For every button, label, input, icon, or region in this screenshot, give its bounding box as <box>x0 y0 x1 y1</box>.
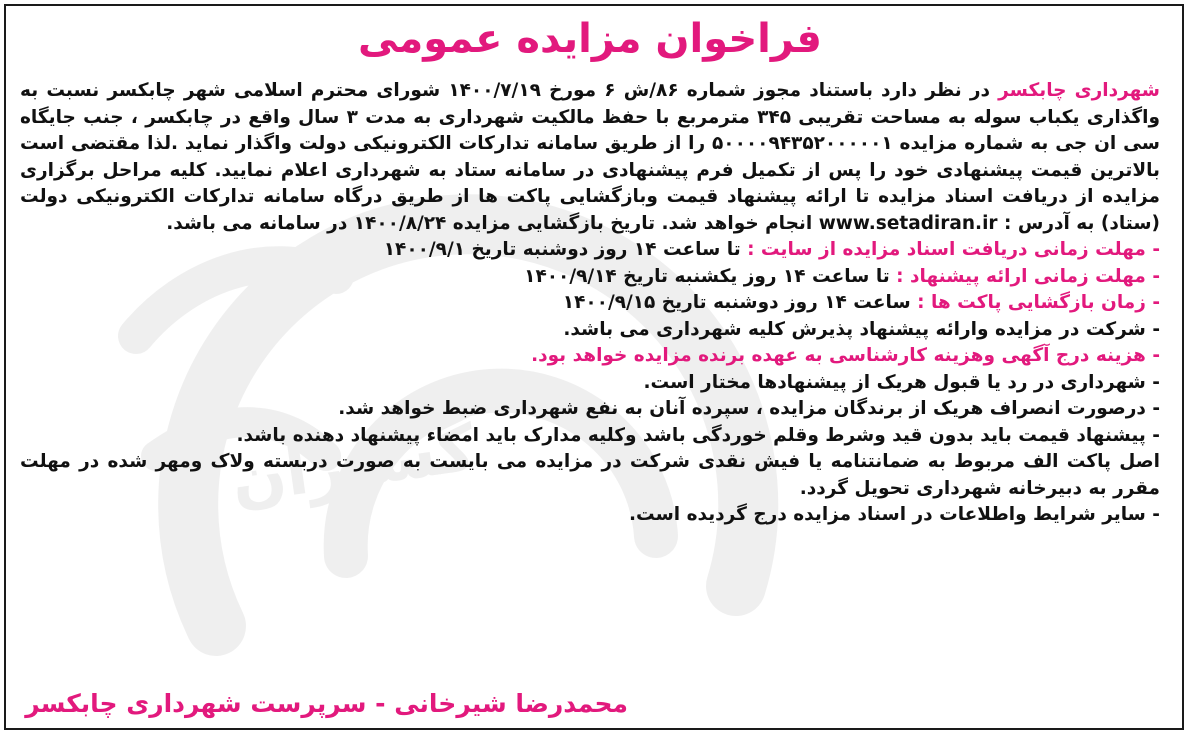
intro-paragraph <box>20 78 1160 237</box>
deadline-label: - مهلت زمانی دریافت اسناد مزایده از سایت : <box>747 239 1160 260</box>
other-terms-note: - سایر شرایط واطلاعات در اسناد مزایده درج گردیده است. <box>629 504 1160 525</box>
intro-text: در نظر دارد باستناد مجوز شماره ۸۶/ش ۶ مورخ ۱۴۰۰/۷/۱۹ شورای محترم اسلامی شهر چابکسر نسبت به واگذاری یکباب سوله به مساحت تقریبی ۳۴۵ مترمربع با حفظ مالکیت شهرداری به مدت ۳ سال واقع در چابکسر ، جنب جایگاه سی ان جی به شماره مزایده ۵۰۰۰۰۹۴۳۵۲۰۰۰۰۰۱ را از طریق سامانه تدارکات الکترونیکی دولت واگذار نماید .لذا مقتضی است بالاترین قیمت پیشنهادی خود را پس از تکمیل فرم پیشنهادی در سامانه ستاد به شهرداری اعلام نمایید. کلیه مراحل برگزاری مزایده از دریافت اسناد مزایده تا ارائه پیشنهاد قیمت وبازگشایی پاکت ها از طریق درگاه سامانه تدارکات الکترونیکی دولت (ستاد) به آدرس : <box>20 80 1161 234</box>
deadline-opening <box>20 290 1160 317</box>
condition-item: - درصورت انصراف هریک از برندگان مزایده ، سپرده آنان به نفع شهرداری ضبط خواهد شد. <box>338 398 1160 419</box>
deadline-value: تا ساعت ۱۴ روز یکشنبه تاریخ ۱۴۰۰/۹/۱۴ <box>524 265 890 287</box>
deadline-label: - مهلت زمانی ارائه پیشنهاد : <box>896 265 1160 287</box>
signature-line: محمدرضا شیرخانی - سرپرست شهرداری چابکسر <box>25 689 628 718</box>
ad-cost-note: - هزینه درج آگهی وهزینه کارشناسی به عهده برنده مزایده خواهد بود. <box>531 345 1160 366</box>
participation-note: - شرکت در مزایده وارائه پیشنهاد پذیرش کلیه شهرداری می باشد. <box>563 318 1160 340</box>
watermark-text: گستران <box>226 411 480 519</box>
notice-page <box>4 4 1184 730</box>
issuer-name: شهرداری چابکسر <box>998 80 1160 101</box>
condition-item: - شهرداری در رد یا قبول هریک از پیشنهادها مختار است. <box>643 371 1160 393</box>
deadline-value: ساعت ۱۴ روز دوشنبه تاریخ ۱۴۰۰/۹/۱۵ <box>562 292 911 313</box>
deadline-label: - زمان بازگشایی پاکت ها : <box>917 292 1160 313</box>
envelope-note: اصل پاکت الف مربوط به ضمانتنامه یا فیش نقدی شرکت در مزایده می بایست به صورت دربسته ولاک ومهر شده در مهلت مقرر به دبیرخانه شهرداری تحویل گردد. <box>20 451 1160 499</box>
website-url: www.setadiran.ir <box>818 212 998 234</box>
condition-item: - پیشنهاد قیمت باید بدون قید وشرط وقلم خوردگی باشد وکلیه مدارک باید امضاء پیشنهاد دهنده باشد. <box>236 424 1160 446</box>
deadline-documents <box>20 237 1160 264</box>
deadline-submission <box>20 264 1160 291</box>
intro-text-end: انجام خواهد شد. تاریخ بازگشایی مزایده ۱۴۰۰/۸/۲۴ در سامانه می باشد. <box>166 212 813 234</box>
notice-title: فراخوان مزایده عمومی <box>358 16 822 62</box>
notice-body <box>6 6 1182 529</box>
deadline-value: تا ساعت ۱۴ روز دوشنبه تاریخ ۱۴۰۰/۹/۱ <box>383 239 741 260</box>
